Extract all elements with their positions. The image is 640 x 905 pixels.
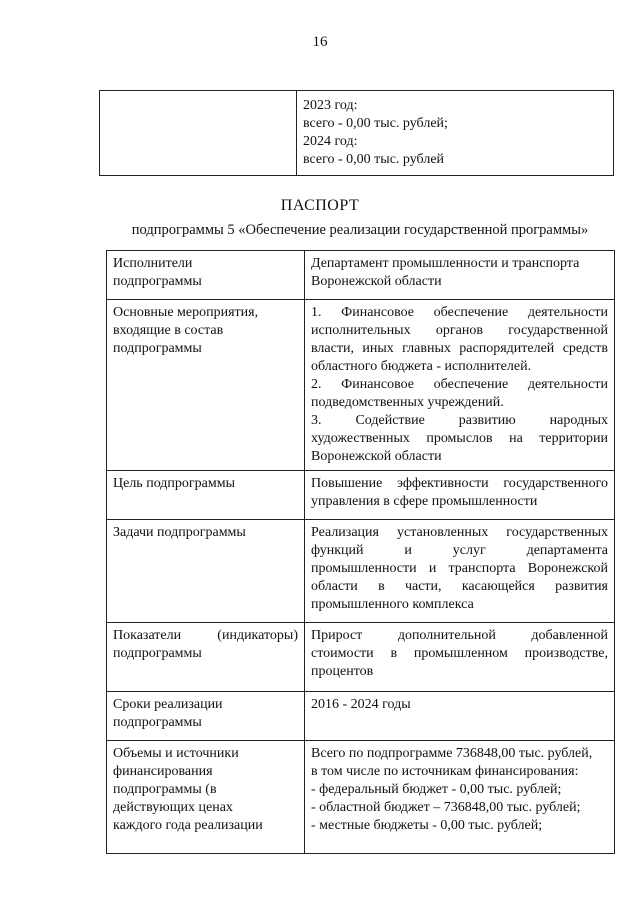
executors-label-cell (107, 251, 305, 300)
terms-label-cell (107, 692, 305, 741)
value-line: Повышение эффективности государственного (311, 476, 608, 491)
value-line: Прирост дополнительной добавленной (311, 628, 608, 643)
row-terms (107, 692, 615, 741)
label-line: Основные мероприятия, (113, 305, 259, 320)
value-line: 1. Финансовое обеспечение деятельности (311, 305, 608, 320)
label-line: Показатели (индикаторы) (113, 628, 298, 643)
row-funding (107, 741, 615, 854)
terms-value-cell: 2016 - 2024 годы (305, 692, 615, 741)
continuation-table (99, 90, 614, 176)
passport-heading: ПАСПОРТ (280, 197, 360, 214)
label-line: финансирования (113, 764, 213, 779)
text-line: всего - 0,00 тыс. рублей (303, 152, 445, 167)
label-line: Объемы и источники (113, 746, 239, 761)
label-line: подпрограммы (113, 341, 202, 356)
label-line: действующих ценах (113, 800, 233, 815)
label-line: подпрограммы (в (113, 782, 217, 797)
value-line: стоимости в промышленном производстве, (311, 646, 608, 661)
value-line: 3. Содействие развитию народных (311, 413, 608, 428)
text-line: всего - 0,00 тыс. рублей; (303, 116, 448, 131)
value-line: подведомственных учреждений. (311, 395, 504, 410)
goal-value-cell (305, 471, 615, 520)
value-line: областного бюджета - исполнителей. (311, 359, 532, 374)
label-line: Сроки реализации (113, 697, 223, 712)
value-line: 2. Финансовое обеспечение деятельности (311, 377, 608, 392)
value-line: исполнительных органов государственной (311, 323, 608, 338)
value-line: промышленности и транспорта Воронежской (311, 561, 608, 576)
continuation-row (100, 91, 614, 176)
value-line: - федеральный бюджет - 0,00 тыс. рублей; (311, 782, 562, 797)
value-line: Департамент промышленности и транспорта (311, 256, 580, 271)
goal-label-cell: Цель подпрограммы (107, 471, 305, 520)
value-line: функций и услуг департамента (311, 543, 608, 558)
passport-subheading: подпрограммы 5 «Обеспечение реализации государственной программы» (131, 222, 589, 238)
page-number: 16 (312, 34, 328, 50)
indicators-label-cell (107, 623, 305, 692)
funding-value-cell (305, 741, 615, 854)
value-line: Реализация установленных государственных (311, 525, 608, 540)
continuation-left-cell (100, 91, 297, 176)
value-line: Всего по подпрограмме 736848,00 тыс. рублей, (311, 746, 593, 761)
value-line: промышленного комплекса (311, 597, 474, 612)
label-line: Исполнители (113, 256, 193, 271)
label-line: подпрограммы (113, 715, 202, 730)
value-line: Воронежской области (311, 449, 442, 464)
continuation-right-cell (297, 91, 614, 176)
tasks-value-cell (305, 520, 615, 623)
indicators-value-cell (305, 623, 615, 692)
measures-value-cell (305, 300, 615, 471)
value-line: области в части, касающейся развития (311, 579, 608, 594)
text-line: 2024 год: (303, 134, 358, 149)
measures-label-cell (107, 300, 305, 471)
passport-table (106, 250, 615, 854)
value-line: - областной бюджет – 736848,00 тыс. рублей; (311, 800, 581, 815)
funding-label-cell (107, 741, 305, 854)
text-line: 2023 год: (303, 98, 358, 113)
value-line: художественных промыслов на территории (311, 431, 608, 446)
label-line: подпрограммы (113, 646, 202, 661)
row-measures (107, 300, 615, 471)
row-indicators (107, 623, 615, 692)
value-line: власти, иных главных распорядителей средств (311, 341, 608, 356)
executors-value-cell (305, 251, 615, 300)
value-line: управления в сфере промышленности (311, 494, 538, 509)
label-line: каждого года реализации (113, 818, 263, 833)
row-goal (107, 471, 615, 520)
value-line: процентов (311, 664, 374, 679)
value-line: - местные бюджеты - 0,00 тыс. рублей; (311, 818, 543, 833)
label-line: входящие в состав (113, 323, 224, 338)
value-line: в том числе по источникам финансирования: (311, 764, 579, 779)
tasks-label-cell: Задачи подпрограммы (107, 520, 305, 623)
value-line: Воронежской области (311, 274, 442, 289)
row-executors (107, 251, 615, 300)
row-tasks (107, 520, 615, 623)
label-line: подпрограммы (113, 274, 202, 289)
